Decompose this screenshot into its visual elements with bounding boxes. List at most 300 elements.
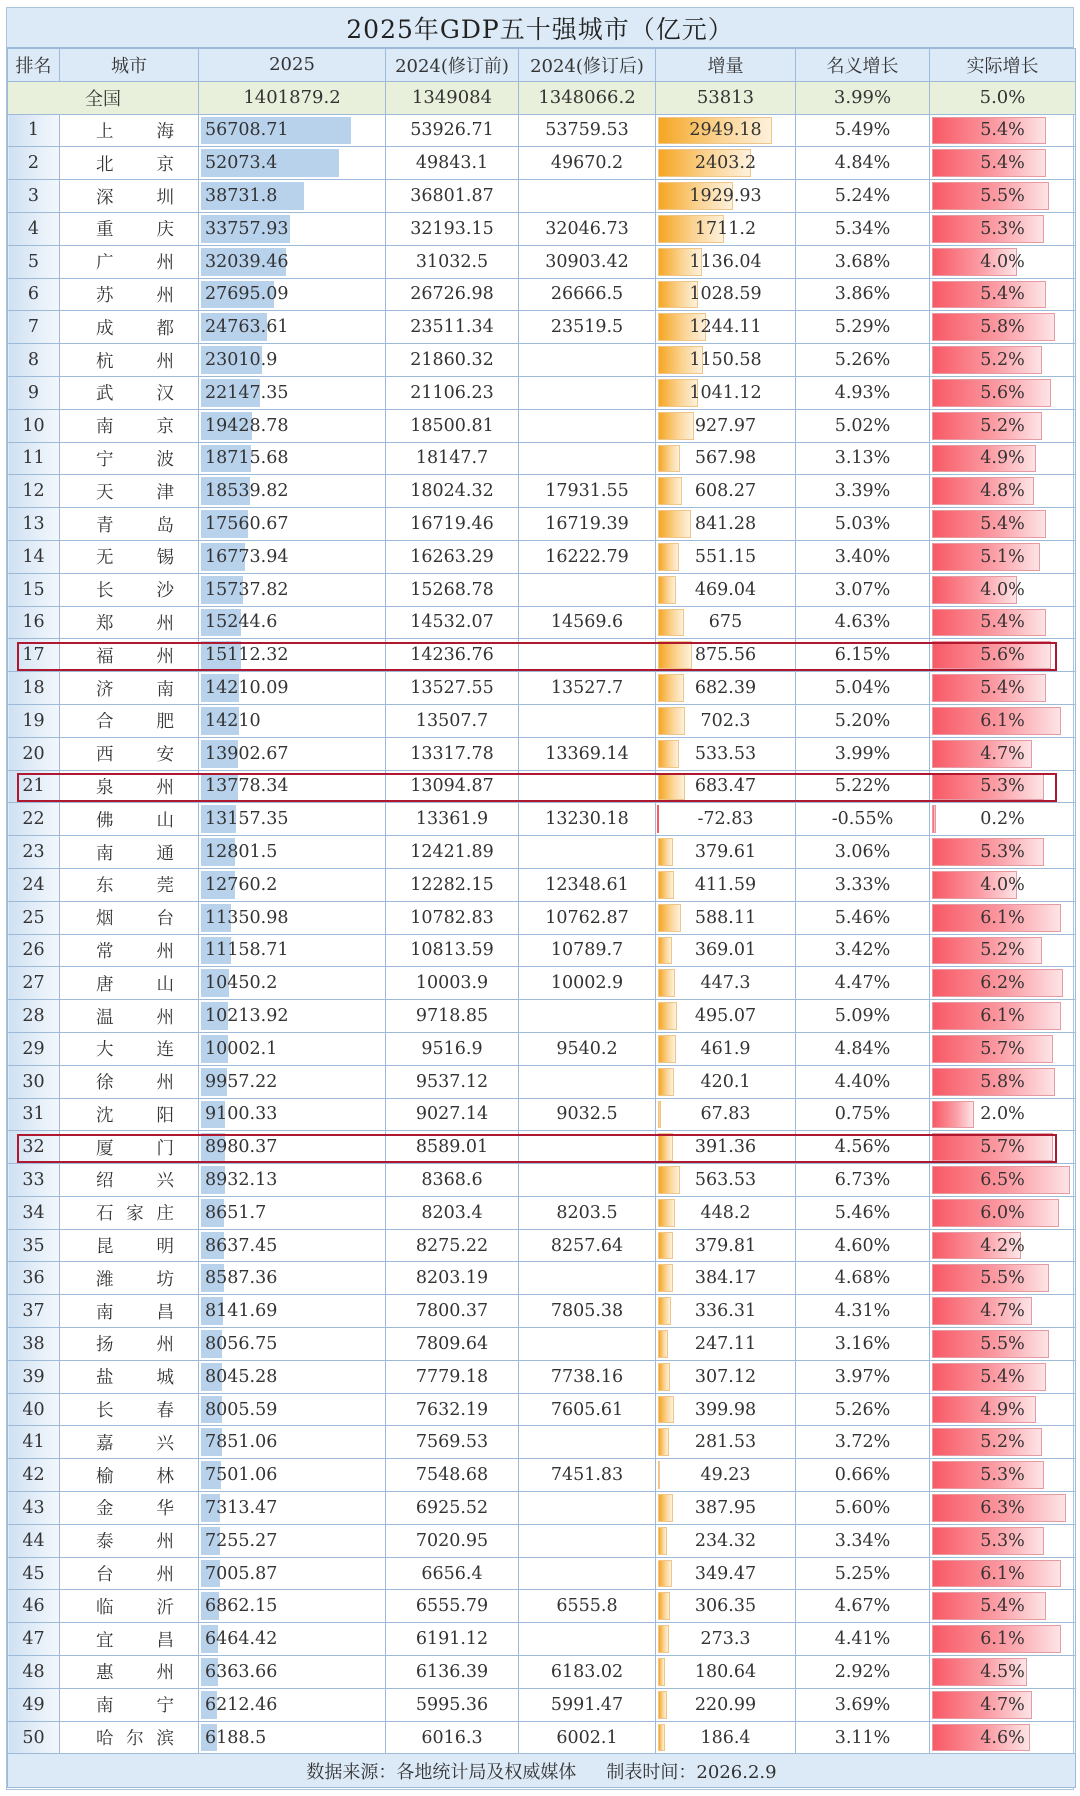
gdp2025-cell: 12801.5 [199,836,386,869]
table-row [8,803,1076,836]
increase-data-bar [658,674,684,702]
gdp2024-after-cell: 16222.79 [519,540,656,573]
city-char: 南 [96,1696,114,1717]
city-name [96,282,174,307]
city-char: 庄 [156,1204,174,1225]
gdp2025-cell: 17560.67 [199,508,386,541]
city-name [96,840,174,865]
rank-cell: 36 [8,1262,60,1295]
city-cell [60,1164,199,1197]
rank-cell: 10 [8,409,60,442]
city-name [96,1266,174,1291]
increase-data-bar [658,1527,667,1555]
increase-cell: 234.32 [656,1524,796,1557]
real-growth-cell: 5.8% [930,1065,1076,1098]
gdp2024-after-cell: 7805.38 [519,1295,656,1328]
city-cell [60,639,199,672]
gdp2024-before-cell: 8368.6 [386,1164,519,1197]
city-cell [60,278,199,311]
nominal-growth-cell: 6.73% [796,1164,930,1197]
city-char: 哈 [96,1729,114,1750]
gdp2024-before-cell: 6555.79 [386,1590,519,1623]
city-cell [60,1262,199,1295]
city-char: 长 [96,581,114,602]
table-row [8,180,1076,213]
city-cell [60,1721,199,1754]
gdp2024-after-cell: 7451.83 [519,1459,656,1492]
gdp2024-before-cell: 7632.19 [386,1393,519,1426]
city-char: 台 [96,1565,114,1586]
city-char: 济 [96,679,114,700]
real-growth-cell: 5.5% [930,180,1076,213]
gdp2025-cell: 52073.4 [199,147,386,180]
real-growth-cell: 4.0% [930,245,1076,278]
city-char: 春 [156,1401,174,1422]
rank-cell: 31 [8,1098,60,1131]
increase-data-bar [658,1035,676,1063]
gdp2024-after-cell: 6002.1 [519,1721,656,1754]
gdp2024-before-cell: 7809.64 [386,1328,519,1361]
table-row [8,442,1076,475]
header-city: 城市 [60,49,199,82]
city-name [96,512,174,537]
national-nominal-growth: 3.99% [796,81,930,114]
city-cell [60,868,199,901]
gdp2025-cell: 23010.9 [199,344,386,377]
gdp2024-after-cell [519,1524,656,1557]
city-cell [60,1656,199,1689]
gdp2024-before-cell: 8203.4 [386,1196,519,1229]
real-growth-data-bar [932,805,936,833]
increase-data-bar [658,1592,670,1620]
real-growth-cell: 4.7% [930,737,1076,770]
real-growth-cell: 4.7% [930,1688,1076,1721]
increase-cell: 306.35 [656,1590,796,1623]
gdp2024-after-cell: 16719.39 [519,508,656,541]
nominal-growth-cell: 4.93% [796,376,930,409]
rank-cell: 46 [8,1590,60,1623]
increase-data-bar [658,1494,673,1522]
city-cell [60,737,199,770]
gdp2025-cell: 18715.68 [199,442,386,475]
city-cell [60,967,199,1000]
table-row [8,1328,1076,1361]
city-cell [60,1295,199,1328]
increase-cell: 281.53 [656,1426,796,1459]
city-name [96,971,174,996]
gdp2024-before-cell: 13361.9 [386,803,519,836]
city-cell [60,1131,199,1164]
real-growth-cell: 5.4% [930,1360,1076,1393]
table-row [8,606,1076,639]
city-char: 连 [156,1040,174,1061]
rank-cell: 29 [8,1032,60,1065]
city-char: 州 [156,1663,174,1684]
nominal-growth-cell: 4.31% [796,1295,930,1328]
city-char: 金 [96,1499,114,1520]
gdp2024-before-cell: 6016.3 [386,1721,519,1754]
city-char: 宁 [156,1696,174,1717]
city-char: 北 [96,154,114,175]
city-cell [60,1524,199,1557]
city-char: 滨 [156,1729,174,1750]
city-name [96,1036,174,1061]
nominal-growth-cell: 5.20% [796,704,930,737]
city-name [96,1495,174,1520]
nominal-growth-cell: 3.99% [796,737,930,770]
rank-cell: 17 [8,639,60,672]
table-row [8,540,1076,573]
city-char: 林 [156,1466,174,1487]
city-char: 杭 [96,351,114,372]
city-cell [60,1590,199,1623]
city-name [96,1299,174,1324]
increase-cell: 391.36 [656,1131,796,1164]
gdp2025-cell: 13157.35 [199,803,386,836]
rank-cell: 28 [8,1000,60,1033]
increase-data-bar [658,838,673,866]
city-char: 南 [156,679,174,700]
gdp2024-before-cell: 12421.89 [386,836,519,869]
gdp2024-after-cell [519,1426,656,1459]
city-char: 大 [96,1040,114,1061]
real-growth-cell: 6.1% [930,704,1076,737]
rank-cell: 38 [8,1328,60,1361]
city-name [96,413,174,438]
gdp2024-before-cell: 6136.39 [386,1656,519,1689]
rank-cell: 39 [8,1360,60,1393]
rank-cell: 27 [8,967,60,1000]
nominal-growth-cell: 5.26% [796,344,930,377]
real-growth-cell: 6.1% [930,1623,1076,1656]
increase-data-bar [658,1199,675,1227]
city-char: 山 [156,810,174,831]
gdp2024-before-cell: 8275.22 [386,1229,519,1262]
gdp2024-before-cell: 21860.32 [386,344,519,377]
gdp2025-cell: 10450.2 [199,967,386,1000]
rank-cell: 26 [8,934,60,967]
gdp2025-cell: 8651.7 [199,1196,386,1229]
gdp-table-sheet [6,7,1074,1790]
nominal-growth-cell: 5.29% [796,311,930,344]
increase-cell: -72.83 [656,803,796,836]
city-char: 沈 [96,1105,114,1126]
gdp2024-after-cell: 9540.2 [519,1032,656,1065]
city-char: 昌 [156,1630,174,1651]
city-name [96,905,174,930]
rank-cell: 14 [8,540,60,573]
nominal-growth-cell: 4.68% [796,1262,930,1295]
gdp2024-before-cell: 36801.87 [386,180,519,213]
increase-data-bar [658,1101,661,1129]
gdp2024-before-cell: 9027.14 [386,1098,519,1131]
gdp2024-after-cell: 26666.5 [519,278,656,311]
city-char: 西 [96,745,114,766]
rank-cell: 3 [8,180,60,213]
city-char: 南 [96,843,114,864]
city-char: 州 [156,285,174,306]
nominal-growth-cell: 4.47% [796,967,930,1000]
gdp2024-after-cell: 13369.14 [519,737,656,770]
increase-data-bar [658,1691,667,1719]
nominal-growth-cell: 3.97% [796,1360,930,1393]
city-name [96,446,174,471]
nominal-growth-cell: 0.66% [796,1459,930,1492]
gdp2024-before-cell: 16263.29 [386,540,519,573]
gdp2024-before-cell: 18500.81 [386,409,519,442]
city-name [96,610,174,635]
gdp2024-after-cell [519,1164,656,1197]
city-char: 泰 [96,1532,114,1553]
nominal-growth-cell: 5.02% [796,409,930,442]
city-cell [60,147,199,180]
nominal-growth-cell: 2.92% [796,1656,930,1689]
gdp2024-after-cell: 32046.73 [519,212,656,245]
nominal-growth-cell: 5.49% [796,114,930,147]
gdp2024-before-cell: 10003.9 [386,967,519,1000]
gdp2024-before-cell: 14532.07 [386,606,519,639]
city-name [96,118,174,143]
nominal-growth-cell: 4.84% [796,147,930,180]
header-row [8,49,1076,82]
rank-cell: 24 [8,868,60,901]
increase-data-bar [658,1002,677,1030]
rank-cell: 42 [8,1459,60,1492]
city-name [96,1528,174,1553]
city-cell [60,672,199,705]
increase-cell: 1929.93 [656,180,796,213]
city-char: 山 [156,974,174,995]
gdp2025-cell: 33757.93 [199,212,386,245]
table-row [8,967,1076,1000]
gdp2024-after-cell [519,573,656,606]
gdp2024-before-cell: 13317.78 [386,737,519,770]
increase-cell: 682.39 [656,672,796,705]
rank-cell: 48 [8,1656,60,1689]
city-cell [60,1000,199,1033]
gdp2024-before-cell: 6656.4 [386,1557,519,1590]
city-cell [60,212,199,245]
nominal-growth-cell: 5.04% [796,672,930,705]
city-char: 尔 [126,1729,144,1750]
national-gdp2024-after: 1348066.2 [519,81,656,114]
city-char: 潍 [96,1269,114,1290]
gdp2025-cell: 14210.09 [199,672,386,705]
real-growth-cell: 5.4% [930,114,1076,147]
real-growth-cell: 5.2% [930,934,1076,967]
city-char: 波 [156,449,174,470]
real-growth-cell: 5.5% [930,1328,1076,1361]
gdp2024-before-cell: 13507.7 [386,704,519,737]
nominal-growth-cell: 4.67% [796,1590,930,1623]
city-name [96,249,174,274]
real-growth-cell: 6.3% [930,1492,1076,1525]
city-char: 州 [156,941,174,962]
city-char: 州 [156,646,174,667]
gdp2025-cell: 6464.42 [199,1623,386,1656]
rank-cell: 30 [8,1065,60,1098]
city-char: 天 [96,482,114,503]
city-name [96,184,174,209]
city-char: 常 [96,941,114,962]
city-char: 台 [156,909,174,930]
gdp2024-after-cell: 13527.7 [519,672,656,705]
table-row [8,376,1076,409]
city-char: 成 [96,318,114,339]
increase-data-bar [658,1724,665,1752]
city-char: 安 [156,745,174,766]
city-cell [60,1196,199,1229]
gdp2024-after-cell: 10002.9 [519,967,656,1000]
increase-data-bar [658,510,691,538]
gdp2025-cell: 8141.69 [199,1295,386,1328]
real-growth-cell: 5.4% [930,672,1076,705]
rank-cell: 16 [8,606,60,639]
gdp2025-cell: 19428.78 [199,409,386,442]
increase-cell: 273.3 [656,1623,796,1656]
city-char: 州 [156,1532,174,1553]
gdp2024-before-cell: 49843.1 [386,147,519,180]
gdp2025-cell: 8932.13 [199,1164,386,1197]
city-name [96,1200,174,1225]
increase-data-bar [658,609,684,637]
table-row [8,114,1076,147]
gdp2024-after-cell: 6183.02 [519,1656,656,1689]
increase-cell: 567.98 [656,442,796,475]
gdp2025-cell: 15244.6 [199,606,386,639]
table-row [8,672,1076,705]
nominal-growth-cell: 3.72% [796,1426,930,1459]
city-name [96,676,174,701]
gdp2024-after-cell: 30903.42 [519,245,656,278]
increase-cell: 2403.2 [656,147,796,180]
increase-cell: 411.59 [656,868,796,901]
city-char: 唐 [96,974,114,995]
table-row [8,868,1076,901]
table-row [8,1557,1076,1590]
nominal-growth-cell: 6.15% [796,639,930,672]
header-rank: 排名 [8,49,60,82]
gdp2025-cell: 14210 [199,704,386,737]
national-increase: 53813 [656,81,796,114]
gdp2025-cell: 6188.5 [199,1721,386,1754]
table-row [8,1000,1076,1033]
gdp2024-after-cell: 6555.8 [519,1590,656,1623]
city-name [96,479,174,504]
nominal-growth-cell: 3.39% [796,475,930,508]
gdp2025-cell: 38731.8 [199,180,386,213]
gdp2025-cell: 10002.1 [199,1032,386,1065]
city-name [96,1364,174,1389]
table-row [8,1721,1076,1754]
city-char: 无 [96,548,114,569]
gdp2025-cell: 6212.46 [199,1688,386,1721]
city-name [96,1692,174,1717]
footer-source: 数据来源：各地统计局及权威媒体 [306,1761,577,1783]
city-char: 惠 [96,1663,114,1684]
table-row [8,836,1076,869]
city-name [96,1167,174,1192]
city-char: 岛 [156,515,174,536]
gdp2024-after-cell: 10789.7 [519,934,656,967]
city-char: 烟 [96,909,114,930]
table-row [8,147,1076,180]
increase-cell: 495.07 [656,1000,796,1033]
city-cell [60,1623,199,1656]
gdp2025-cell: 8587.36 [199,1262,386,1295]
city-char: 海 [156,121,174,142]
nominal-growth-cell: 3.06% [796,836,930,869]
gdp2024-before-cell: 53926.71 [386,114,519,147]
rank-cell: 23 [8,836,60,869]
nominal-growth-cell: 5.26% [796,1393,930,1426]
gdp2024-after-cell [519,639,656,672]
increase-data-bar [658,1264,673,1292]
real-growth-cell: 5.2% [930,344,1076,377]
gdp2024-after-cell: 49670.2 [519,147,656,180]
rank-cell: 44 [8,1524,60,1557]
real-growth-cell: 6.1% [930,901,1076,934]
city-char: 州 [156,1007,174,1028]
real-growth-cell: 4.9% [930,442,1076,475]
rank-cell: 6 [8,278,60,311]
gdp2024-before-cell: 31032.5 [386,245,519,278]
city-char: 嘉 [96,1433,114,1454]
city-name [96,1463,174,1488]
nominal-growth-cell: 3.34% [796,1524,930,1557]
gdp2024-before-cell: 26726.98 [386,278,519,311]
table-row [8,1524,1076,1557]
city-cell [60,344,199,377]
real-growth-cell: 5.3% [930,836,1076,869]
gdp2024-before-cell: 10813.59 [386,934,519,967]
city-char: 家 [126,1204,144,1225]
city-char: 厦 [96,1138,114,1159]
gdp2025-cell: 7255.27 [199,1524,386,1557]
gdp2025-cell: 6363.66 [199,1656,386,1689]
rank-cell: 13 [8,508,60,541]
rank-cell: 43 [8,1492,60,1525]
city-char: 南 [96,1302,114,1323]
gdp2024-before-cell: 21106.23 [386,376,519,409]
nominal-growth-cell: 4.60% [796,1229,930,1262]
city-char: 宁 [96,449,114,470]
real-growth-cell: 4.8% [930,475,1076,508]
rank-cell: 7 [8,311,60,344]
city-char: 临 [96,1597,114,1618]
nominal-growth-cell: 3.07% [796,573,930,606]
increase-data-bar [658,412,694,440]
gdp2024-after-cell: 7605.61 [519,1393,656,1426]
real-growth-cell: 5.4% [930,147,1076,180]
rank-cell: 20 [8,737,60,770]
increase-data-bar [658,740,679,768]
city-cell [60,1065,199,1098]
gdp2024-before-cell: 12282.15 [386,868,519,901]
nominal-growth-cell: 3.68% [796,245,930,278]
city-char: 榆 [96,1466,114,1487]
table-row [8,737,1076,770]
header-gdp2024-after: 2024(修订后) [519,49,656,82]
increase-cell: 1150.58 [656,344,796,377]
city-cell [60,180,199,213]
increase-cell: 67.83 [656,1098,796,1131]
gdp2024-after-cell [519,442,656,475]
nominal-growth-cell: 3.11% [796,1721,930,1754]
city-cell [60,1688,199,1721]
increase-cell: 588.11 [656,901,796,934]
increase-data-bar [658,871,674,899]
